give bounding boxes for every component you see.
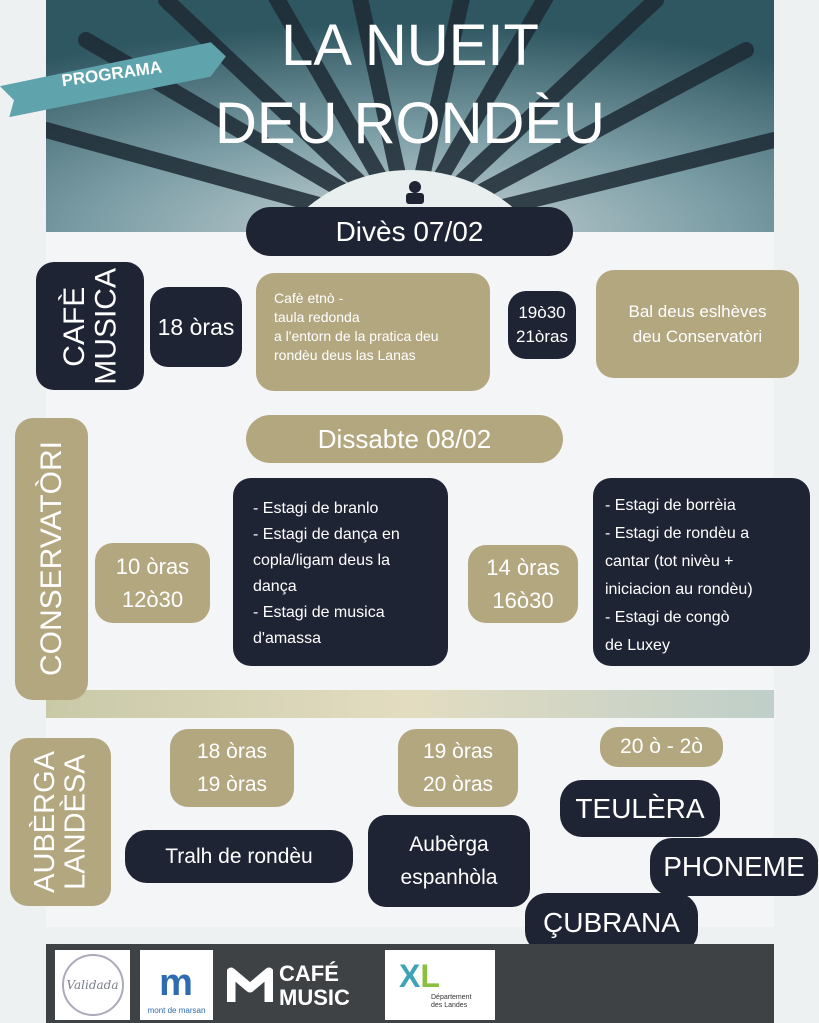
- validada-text: Validada: [66, 978, 119, 992]
- auberga-label: AUBÈRGA LANDÈSA: [29, 751, 92, 893]
- saturday-activity-1: [233, 478, 448, 666]
- programa-label: PROGRAMA: [60, 57, 164, 91]
- landes-xl-icon: XL: [399, 958, 440, 994]
- cafe-music-text: CAFÉ MUSIC: [279, 961, 350, 1010]
- cafe-musica-label: CAFÈ MUSICA: [57, 267, 122, 385]
- conservatori-label: CONSERVATÒRI: [34, 441, 68, 677]
- validada-logo: [55, 950, 130, 1020]
- figure-icon: [404, 180, 426, 204]
- band-cubrana: ÇUBRANA: [525, 893, 698, 953]
- cafe-music-logo: [225, 950, 375, 1020]
- friday-activity-1: [256, 273, 490, 391]
- auberge-activity-1: Tralh de rondèu: [125, 830, 353, 883]
- saturday-date-pill: Dissabte 08/02: [246, 415, 563, 463]
- auberge-activity-2: Aubèrga espanhòla: [368, 815, 530, 907]
- cafe-musica-venue: [36, 262, 144, 390]
- conservatori-venue: [15, 418, 88, 700]
- saturday-time-2: 14 òras 16ò30: [468, 545, 578, 623]
- landes-logo: [385, 950, 495, 1020]
- mont-de-marsan-text: mont de marsan: [147, 1005, 206, 1015]
- auberge-time-1: 18 òras 19 òras: [170, 729, 294, 807]
- saturday-activity-1-text: - Estagi de branlo - Estagi de dança en copla/ligam deus la dança - Estagi de musica d'amassa: [253, 500, 400, 647]
- friday-activity-1-text: Cafè etnò - taula redonda a l'entorn de la pratica deu rondèu deus las Lanas: [274, 290, 439, 363]
- band-phoneme: PHONEME: [650, 838, 818, 896]
- friday-activity-2: Bal deus eslhèves deu Conservatòri: [596, 270, 799, 378]
- page-title-line1: LA NUEIT: [281, 12, 539, 78]
- friday-date-pill: Divès 07/02: [246, 207, 573, 256]
- page-title-line2: DEU RONDÈU: [215, 90, 605, 156]
- auberge-time-3: 20 ò - 2ò: [600, 727, 723, 767]
- mont-de-marsan-icon: m: [159, 961, 193, 1004]
- friday-time-2: 19ò30 21òras: [508, 291, 576, 359]
- auberge-time-2: 19 òras 20 òras: [398, 729, 518, 807]
- cafe-music-icon: [227, 962, 273, 1008]
- friday-time-1: 18 òras: [150, 287, 242, 367]
- saturday-activity-2: [593, 478, 810, 666]
- mont-de-marsan-logo: [140, 950, 213, 1020]
- landes-text: Département des Landes: [431, 994, 472, 1009]
- band-teulera: TEULÈRA: [560, 780, 720, 837]
- auberga-venue: [10, 738, 111, 906]
- panel-divider-band: [46, 690, 774, 718]
- saturday-time-1: 10 òras 12ò30: [95, 543, 210, 623]
- saturday-activity-2-text: - Estagi de borrèia - Estagi de rondèu a cantar (tot nivèu + iniciacion au rondèu) - Estagi de congò de Luxey: [605, 497, 753, 654]
